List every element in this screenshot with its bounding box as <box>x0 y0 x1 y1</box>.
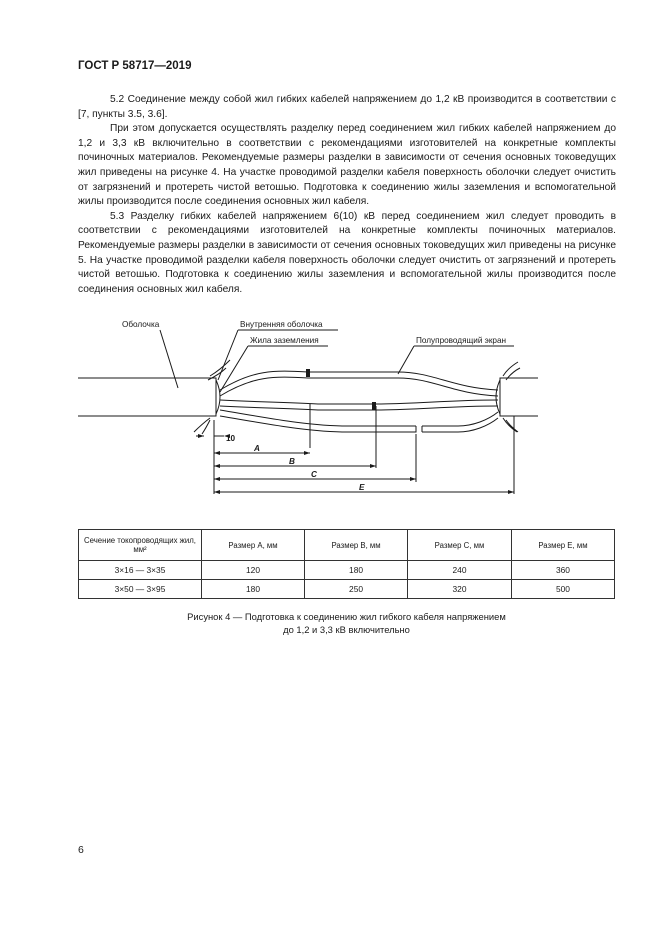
caption-line-2: до 1,2 и 3,3 кВ включительно <box>283 624 410 635</box>
upper-core-inner <box>220 377 498 396</box>
table-cell: 180 <box>202 580 305 599</box>
label-dim-c: C <box>311 470 317 479</box>
table-cell: 120 <box>202 561 305 580</box>
middle-core-outer <box>220 400 498 404</box>
label-sheath: Оболочка <box>122 320 160 329</box>
table-header-c: Размер C, мм <box>408 530 512 561</box>
label-dim-e: E <box>359 483 365 492</box>
paragraph-5-3: 5.3 Разделку гибких кабелей напряжением 6(10) кВ перед соединением жил следует проводить в соответствии с рекомендациями изготовителей на конкретные комплекты починочных материалов. Рекомендуемые размеры разделки в зависимости от сечения основных токоведущих жил приведены на рисунке 5. На участке проводимой разделки кабеля поверхность оболочки следует очистить от загрязнений и протереть чистой ветошью. Подготовка к соединению жилы заземления и вспомогательной жилы производится после соединения основных жил кабеля. <box>78 210 616 295</box>
upper-core-outer <box>220 371 498 390</box>
table-cell: 240 <box>408 561 512 580</box>
cable-diagram-svg <box>78 300 538 505</box>
leader-screen <box>398 346 514 374</box>
label-ground-core: Жила заземления <box>250 336 319 345</box>
ground-core-right-lower <box>422 418 498 432</box>
table-header-row <box>79 530 615 561</box>
left-cable-sheath <box>78 378 216 416</box>
table-cell: 360 <box>511 561 614 580</box>
leader-ground-core <box>220 346 328 392</box>
table-header-a: Размер A, мм <box>202 530 305 561</box>
table-header-e: Размер E, мм <box>511 530 614 561</box>
caption-line-1: Рисунок 4 — Подготовка к соединению жил гибкого кабеля напряжением <box>187 611 506 622</box>
middle-core-inner <box>220 406 498 410</box>
ground-core-left <box>220 410 416 426</box>
paragraph-5-2: 5.2 Соединение между собой жил гибких кабелей напряжением до 1,2 кВ производится в соответствии с [7, пункты 3.5, 3.6]. <box>78 94 616 120</box>
cable-diagram <box>78 300 538 510</box>
table-header-b: Размер B, мм <box>305 530 408 561</box>
table-cell: 180 <box>305 561 408 580</box>
ground-core-left-lower <box>220 416 416 432</box>
upper-core-marker <box>306 369 310 377</box>
label-inner-sheath: Внутренняя оболочка <box>240 320 323 329</box>
table-cell: 3×16 — 3×35 <box>79 561 202 580</box>
table-row <box>79 580 615 599</box>
figure-caption <box>78 610 615 636</box>
table-cell: 500 <box>511 580 614 599</box>
document-header: ГОСТ Р 58717—2019 <box>78 60 192 72</box>
right-inner-sheath <box>496 380 500 414</box>
table-cell: 3×50 — 3×95 <box>79 580 202 599</box>
label-screen: Полупроводящий экран <box>416 336 507 345</box>
label-dim-a: A <box>254 444 260 453</box>
table-cell: 320 <box>408 580 512 599</box>
table-cell: 250 <box>305 580 408 599</box>
label-dim-b: B <box>289 457 295 466</box>
middle-core-marker <box>372 402 376 410</box>
page-number: 6 <box>78 844 84 856</box>
paragraph-5-2-cont: При этом допускается осуществлять разделку перед соединением жил гибких кабелей напряжением до 1,2 и 3,3 кВ включительно в соответствии с рекомендациями изготовителей на конкретные комплекты починочных материалов. Рекомендуемые размеры разделки в зависимости от сечения основных токоведущих жил приведены на рисунке 4. На участке проводимой разделки кабеля поверхность оболочки следует очистить от загрязнений и протереть чистой ветошью. Подготовка к соединению жилы заземления и вспомогательной жилы производится после соединения основных жил кабеля. <box>78 123 616 208</box>
body-text <box>78 93 616 297</box>
ground-core-right <box>422 412 498 426</box>
dimensions-table <box>78 529 615 599</box>
label-dim-10: 10 <box>226 434 236 443</box>
left-inner-sheath <box>216 380 220 414</box>
right-cable-sheath <box>500 378 538 416</box>
table-header-section: Сечение токопроводящих жил, мм² <box>79 530 202 561</box>
table-row <box>79 561 615 580</box>
